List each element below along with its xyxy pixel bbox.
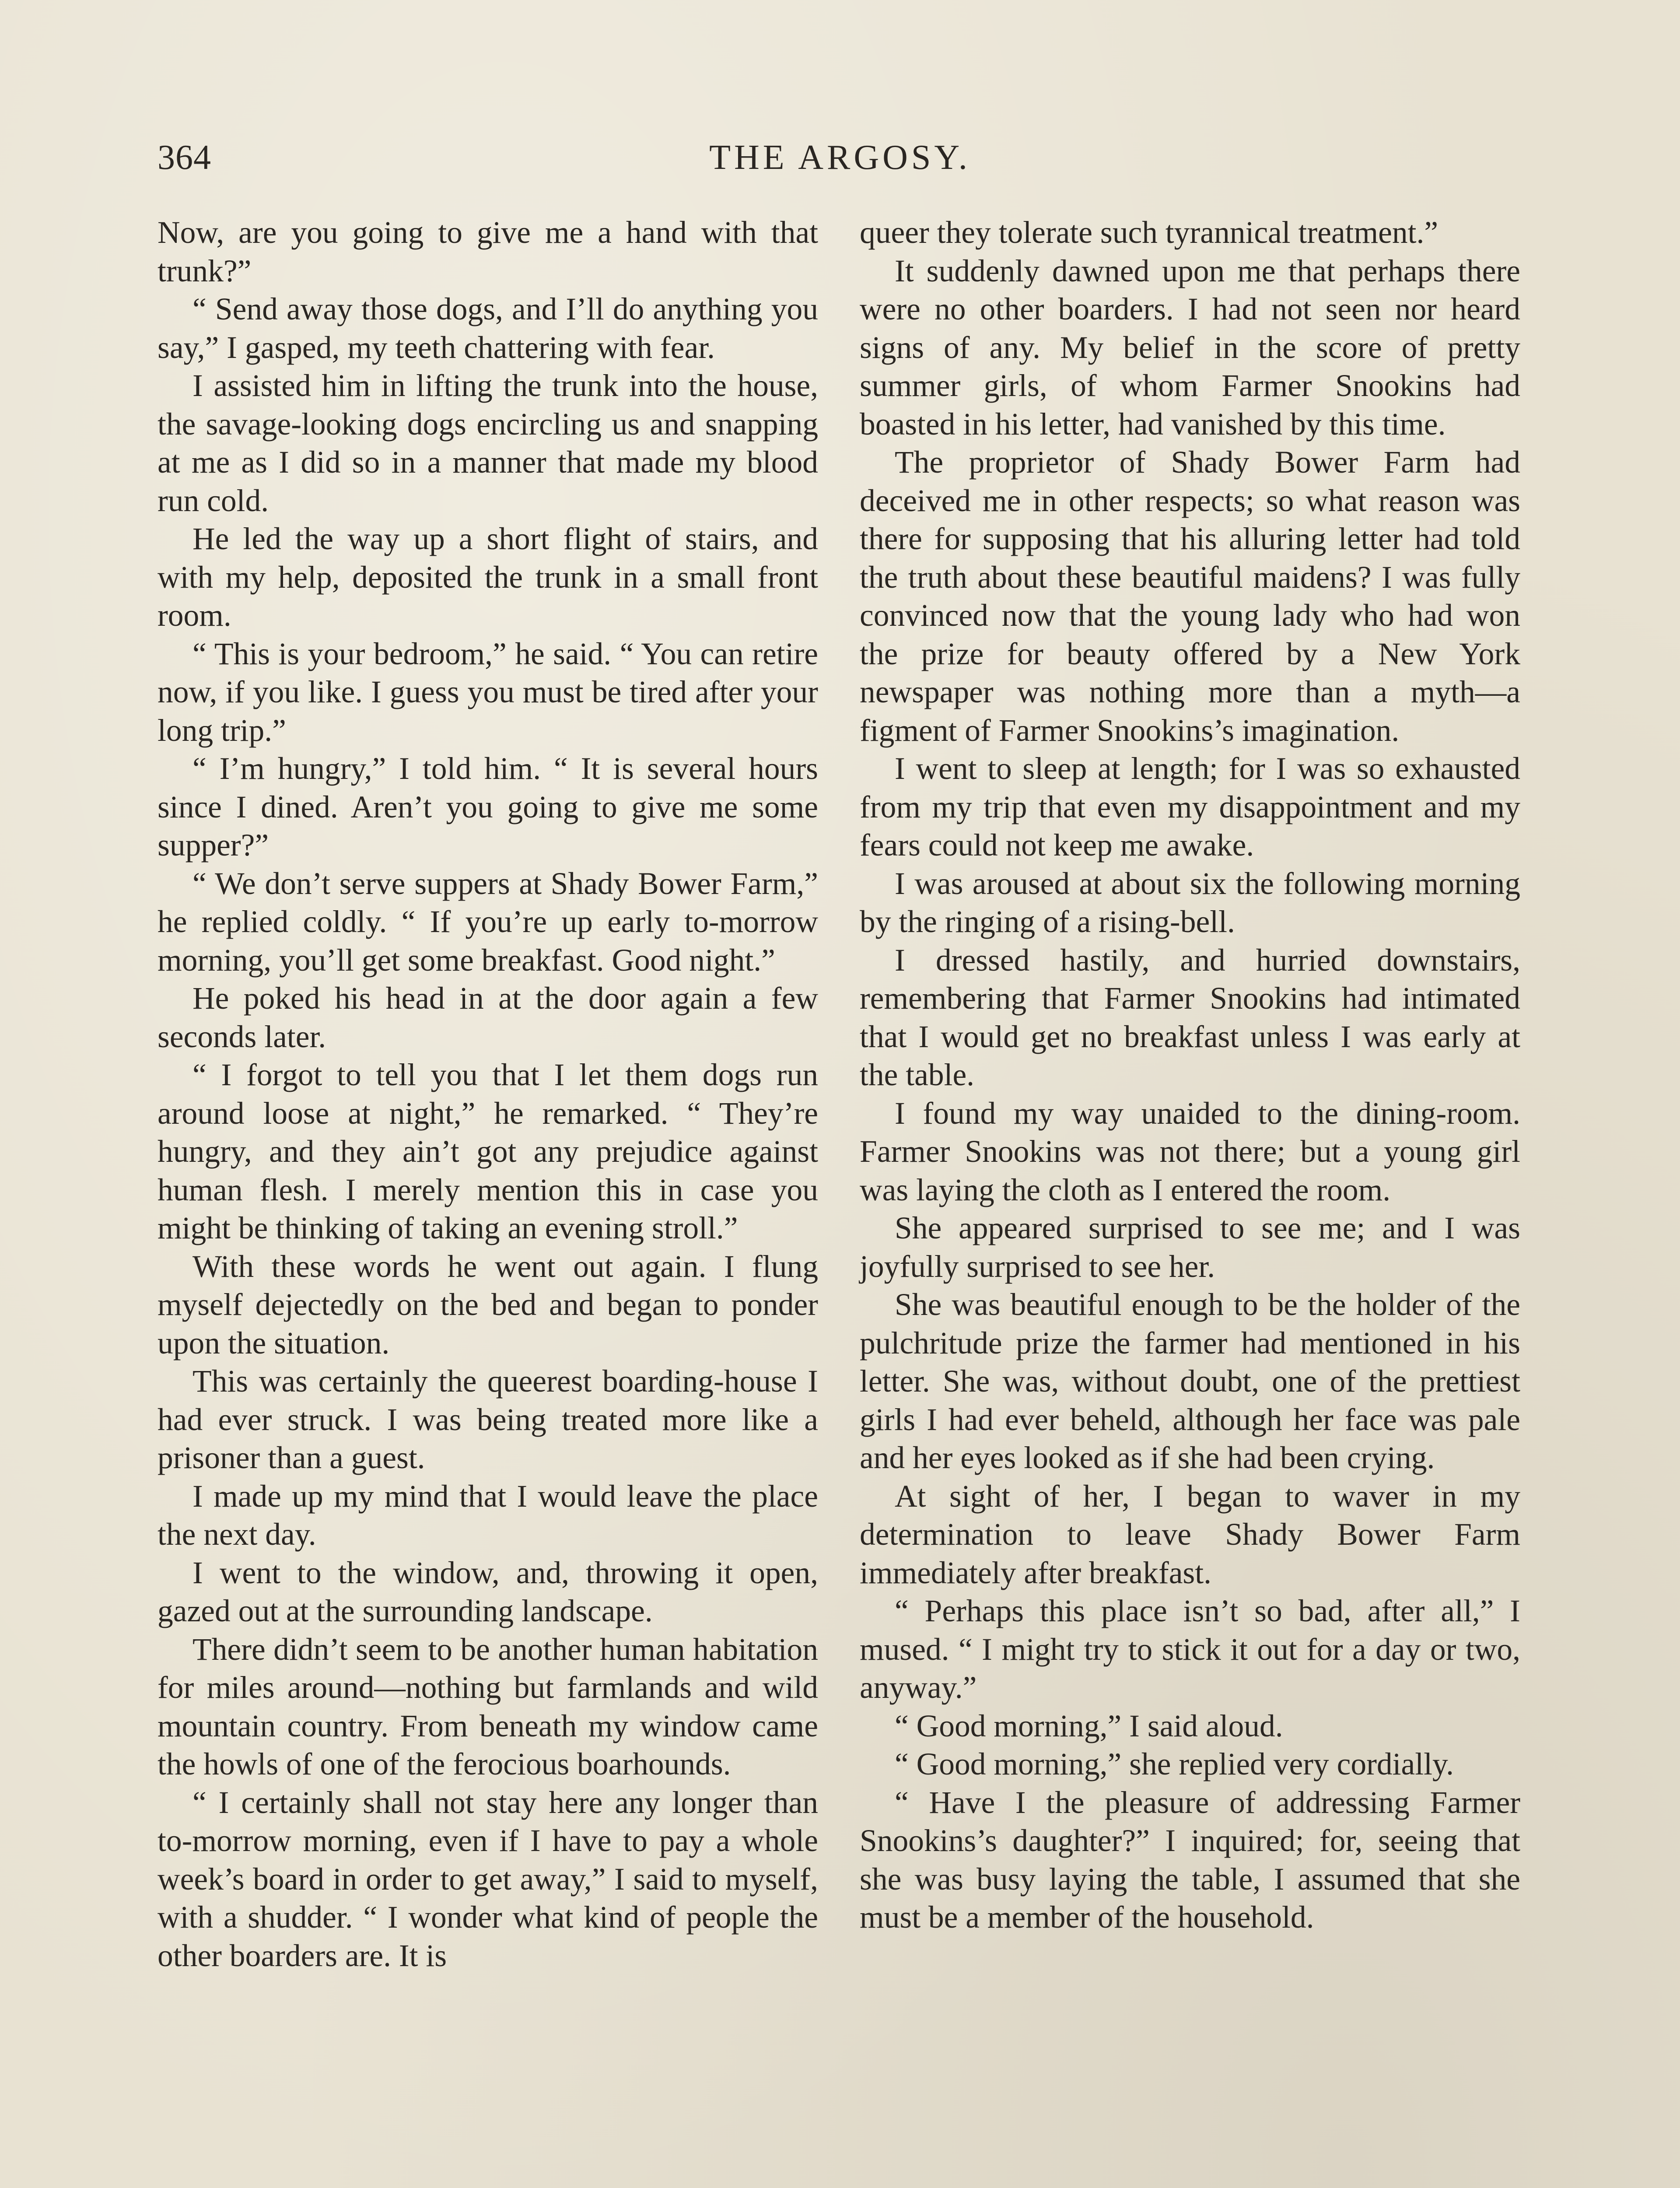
paragraph: “ Good morning,” she replied very cordially. [895, 1747, 1454, 1781]
paragraph: Now, are you going to give me a hand with that trunk?” [158, 215, 818, 288]
paragraph: I dressed hastily, and hurried downstairs, remembering that Farmer Snookins had intimated that I would get no breakfast unless I was early at the table. [860, 943, 1520, 1092]
paragraph: There didn’t seem to be another human habitation for miles around—nothing but farmlands and wild mountain country. From beneath my window came the howls of one of the ferocious boarhounds. [158, 1632, 818, 1781]
paragraph: “ I certainly shall not stay here any longer than to-morrow morning, even if I have to pay a whole week’s board in order to get away,” I said to myself, with a shudder. “ I wonder what kind of people the other boarders are. It is [158, 1785, 818, 1973]
paragraph: I found my way unaided to the dining-room. Farmer Snookins was not there; but a young girl was laying the cloth as I entered the room. [860, 1096, 1520, 1207]
paragraph: He poked his head in at the door again a few seconds later. [158, 981, 818, 1054]
paragraph: I assisted him in lifting the trunk into the house, the savage-looking dogs encircling us and snapping at me as I did so in a manner that made my blood run cold. [158, 368, 818, 518]
paragraph: I was aroused at about six the following morning by the ringing of a rising-bell. [860, 866, 1520, 939]
paragraph: I went to the window, and, throwing it open, gazed out at the surrounding landscape. [158, 1555, 818, 1628]
page-header [158, 131, 1522, 184]
paragraph: “ Send away those dogs, and I’ll do anything you say,” I gasped, my teeth chattering with fear. [158, 292, 818, 365]
paragraph: I went to sleep at length; for I was so exhausted from my trip that even my disappointment and my fears could not keep me awake. [860, 751, 1520, 863]
paragraph: “ This is your bedroom,” he said. “ You can retire now, if you like. I guess you must be tired after your long trip.” [158, 636, 818, 748]
running-title: THE ARGOSY. [709, 138, 971, 177]
paragraph: “ Good morning,” I said aloud. [895, 1708, 1283, 1743]
paragraph: She appeared surprised to see me; and I was joyfully surprised to see her. [860, 1211, 1520, 1284]
paragraph: I made up my mind that I would leave the place the next day. [158, 1479, 818, 1552]
paragraph: He led the way up a short flight of stairs, and with my help, deposited the trunk in a small front room. [158, 522, 818, 633]
paragraph: “ I’m hungry,” I told him. “ It is several hours since I dined. Aren’t you going to give me some supper?” [158, 751, 818, 863]
paragraph: This was certainly the queerest boarding-house I had ever struck. I was being treated more like a prisoner than a guest. [158, 1364, 818, 1475]
paragraph: With these words he went out again. I flung myself dejectedly on the bed and began to ponder upon the situation. [158, 1249, 818, 1360]
paragraph: “ Have I the pleasure of addressing Farmer Snookins’s daughter?” I inquired; for, seeing that she was busy laying the table, I assumed that she must be a member of the household. [860, 1785, 1520, 1935]
page-number: 364 [158, 138, 211, 177]
left-column [158, 214, 818, 1975]
paragraph: “ I forgot to tell you that I let them dogs run around loose at night,” he remarked. “ They’re hungry, and they ain’t got any prejudice against human flesh. I merely mention this in case you might be thinking of taking an evening stroll.” [158, 1058, 818, 1245]
paragraph: It suddenly dawned upon me that perhaps there were no other boarders. I had not seen nor heard signs of any. My belief in the score of pretty summer girls, of whom Farmer Snookins had boasted in his letter, had vanished by this time. [860, 253, 1520, 442]
paragraph: “ Perhaps this place isn’t so bad, after all,” I mused. “ I might try to stick it out for a day or two, anyway.” [860, 1594, 1520, 1705]
paragraph: queer they tolerate such tyrannical treatment.” [860, 215, 1438, 250]
paragraph: At sight of her, I began to waver in my determination to leave Shady Bower Farm immediately after breakfast. [860, 1479, 1520, 1590]
right-column [860, 214, 1520, 1937]
paragraph: “ We don’t serve suppers at Shady Bower Farm,” he replied coldly. “ If you’re up early to-morrow morning, you’ll get some breakfast. Good night.” [158, 866, 818, 978]
paragraph: The proprietor of Shady Bower Farm had deceived me in other respects; so what reason was there for supposing that his alluring letter had told the truth about these beautiful maidens? I was fully convinced now that the young lady who had won the prize for beauty offered by a New York newspaper was nothing more than a myth—a figment of Farmer Snookins’s imagination. [860, 445, 1520, 748]
paragraph: She was beautiful enough to be the holder of the pulchritude prize the farmer had mentioned in his letter. She was, without doubt, one of the prettiest girls I had ever beheld, although her face was pale and her eyes looked as if she had been crying. [860, 1287, 1520, 1475]
